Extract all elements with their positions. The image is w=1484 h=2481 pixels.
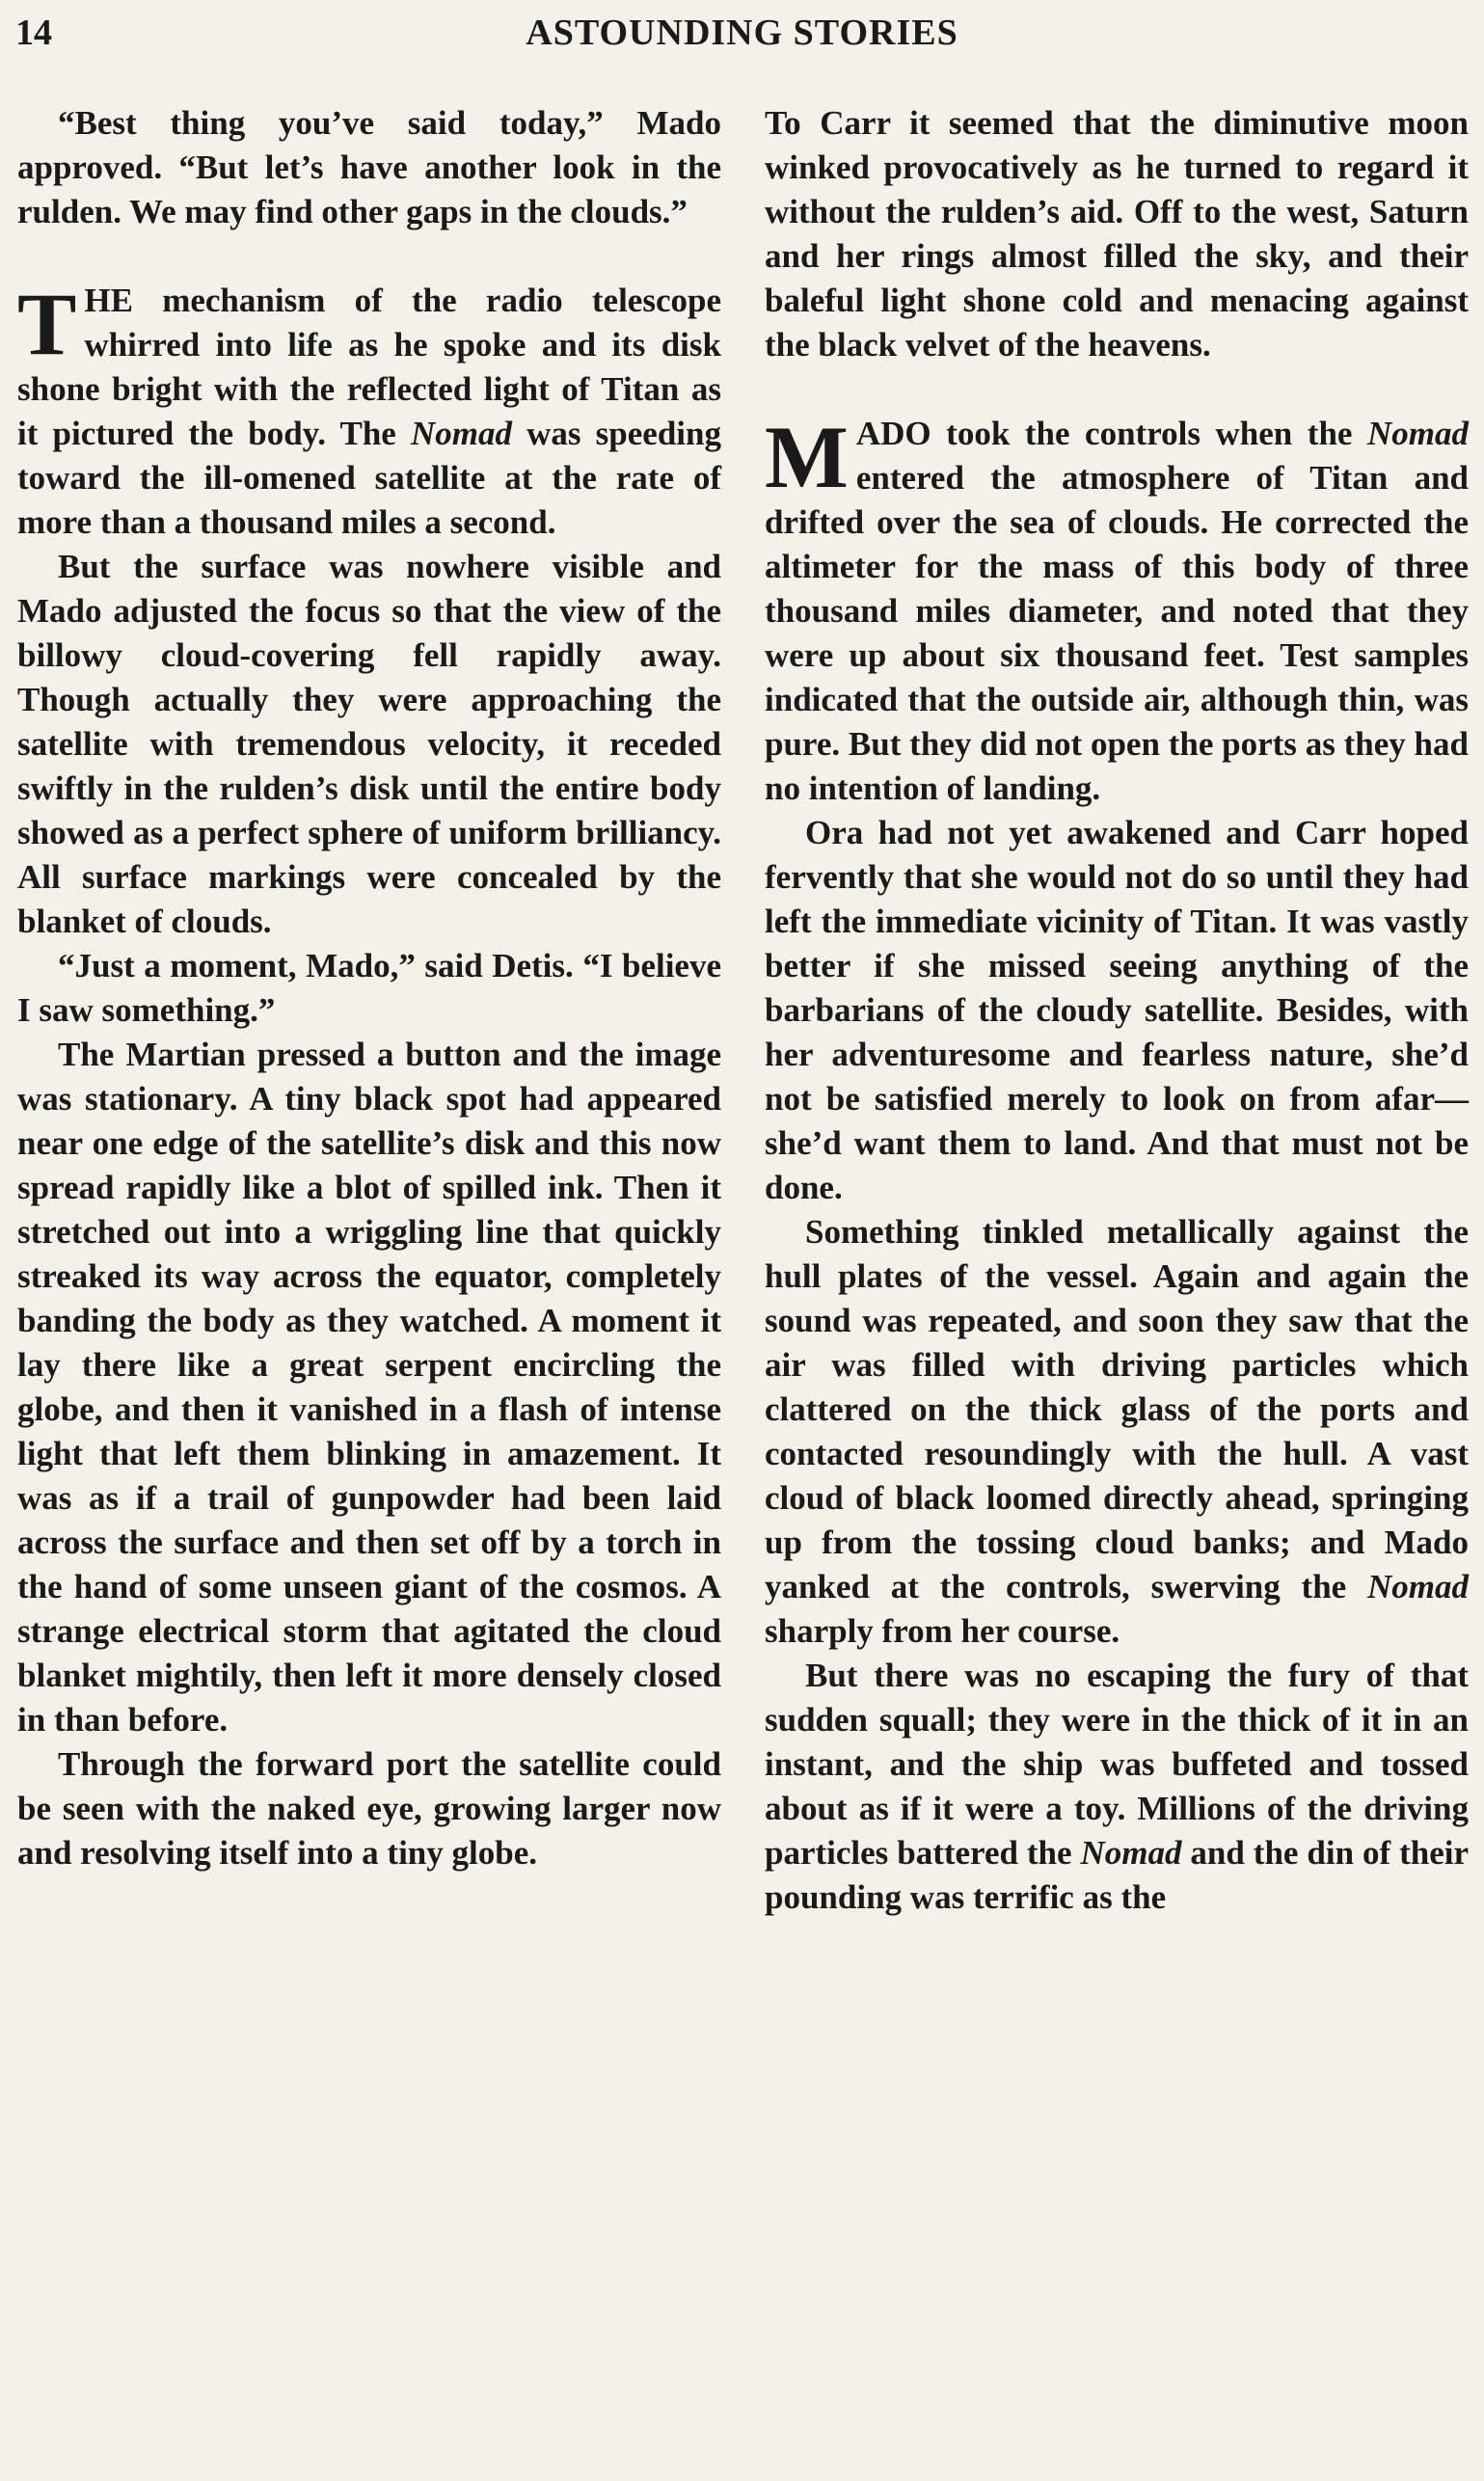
section-break <box>765 367 1469 412</box>
paragraph: But the surface was nowhere visible and Mado adjusted the focus so that the view of the billowy cloud-covering fell rapidly away. Though actually they were approaching the satellite with tremendous velocity, it receded swiftly in the rulden’s disk until the entire body showed as a perfect sphere of uniform brilliancy. All surface markings were concealed by the blanket of clouds. <box>17 548 721 940</box>
text-run: and the din of their pounding was terrific as the <box>765 1834 1469 1916</box>
paragraph: Ora had not yet awakened and Carr hoped fervently that she would not do so until they had left the immediate vicinity of Titan. It was vastly better if she missed seeing anything of the barbarians of the cloudy satellite. Besides, with her adventuresome and fearless nature, she’d not be satisfied merely to look on from afar—she’d want them to land. And that must not be done. <box>765 814 1469 1206</box>
lead-in: ADO <box>855 415 931 452</box>
text-run: But there was no escaping the fury of that sudden squall; they were in the thick of it in an instant, and the ship was buffeted and tossed about as if it were a toy. Millions of the driving particles battered the <box>765 1657 1469 1872</box>
ship-name: Nomad <box>410 415 512 452</box>
paragraph: To Carr it seemed that the diminutive moon winked provocatively as he turned to regard it without the rulden’s aid. Off to the west, Saturn and her rings almost filled the sky, and their baleful light shone cold and menacing against the black velvet of the heavens. <box>765 104 1469 364</box>
section-break <box>17 234 721 279</box>
paragraph: “Best thing you’ve said today,” Mado approved. “But let’s have another look in the rulden. We may find other gaps in the clouds.” <box>17 104 721 230</box>
running-head <box>15 10 1469 60</box>
paragraph: “Just a moment, Mado,” said Detis. “I believe I saw something.” <box>17 947 721 1029</box>
ship-name: Nomad <box>1080 1834 1182 1872</box>
drop-cap: M <box>765 408 849 506</box>
paragraph <box>765 1654 1469 1920</box>
ship-name: Nomad <box>1367 1568 1469 1605</box>
text-run: sharply from her course. <box>765 1612 1120 1650</box>
lead-in: HE <box>84 282 133 319</box>
left-column <box>17 101 721 1875</box>
text-run: Something tinkled metallically against the hull plates of the vessel. Again and again the sound was repeated, and soon they saw that the air was filled with driving particles which clattered on the thick glass of the ports and contacted resoundingly with the hull. A vast cloud of black loomed directly ahead, springing up from the tossing cloud banks; and Mado yanked at the controls, swerving the <box>765 1213 1469 1605</box>
drop-cap: T <box>17 275 77 373</box>
ship-name: Nomad <box>1367 415 1469 452</box>
magazine-title: ASTOUNDING STORIES <box>526 13 958 53</box>
text-run: took the controls when the <box>931 415 1367 452</box>
paragraph: The Martian pressed a button and the image was stationary. A tiny black spot had appeared near one edge of the satellite’s disk and this now spread rapidly like a blot of spilled ink. Then it stretched out into a wriggling line that quickly streaked its way across the equator, completely banding the body as they watched. A moment it lay there like a great serpent encircling the globe, and then it vanished in a flash of intense light that left them blinking in amazement. It was as if a trail of gunpowder had been laid across the surface and then set off by a torch in the hand of some unseen giant of the cosmos. A strange electrical storm that agitated the cloud blanket mightily, then left it more densely closed in than before. <box>17 1036 721 1739</box>
text-run: entered the atmosphere of Titan and drifted over the sea of clouds. He corrected the altimeter for the mass of this body of three thousand miles diameter, and noted that they were up about six thousand feet. Test samples indicated that the outside air, although thin, was pure. But they did not open the ports as they had no intention of landing. <box>765 459 1469 807</box>
text-run: mechanism of the radio telescope whirred into life as he spoke and its disk shone bright with the reflected light of Titan as it pictured the body. The <box>17 282 721 452</box>
paragraph <box>765 1210 1469 1654</box>
page-number: 14 <box>15 13 52 53</box>
text-run: was speeding toward the ill-omened satellite at the rate of more than a thousand miles a second. <box>17 415 721 541</box>
paragraph: Through the forward port the satellite could be seen with the naked eye, growing larger now and resolving itself into a tiny globe. <box>17 1745 721 1872</box>
right-column <box>765 101 1469 1920</box>
paragraph-dropcap <box>17 275 721 545</box>
paragraph-dropcap <box>765 408 1469 811</box>
